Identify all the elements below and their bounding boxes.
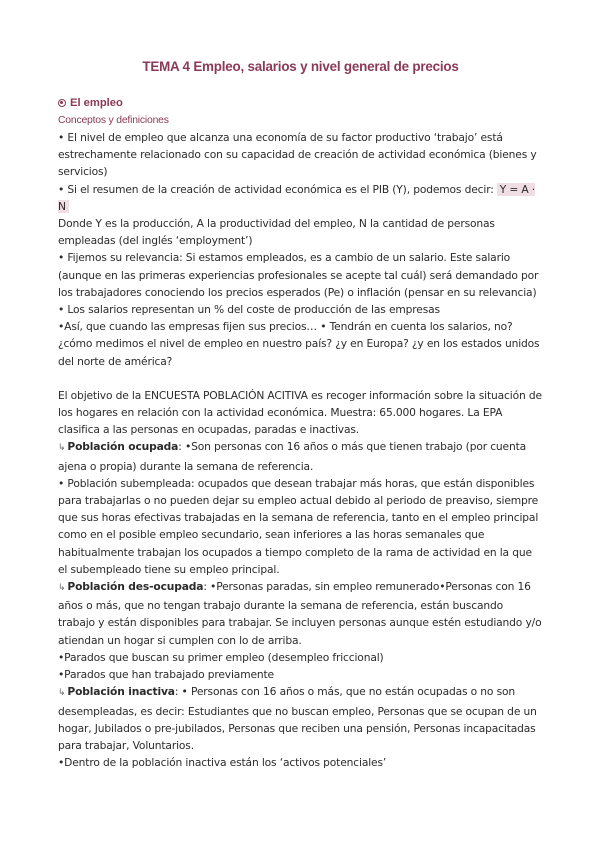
paragraph-12-text: : • Personas con 16 años o más, que no están ocupadas o no son desempleadas, es decir: Estudiantes que no buscan empleo, Personas que se ocupan de un hogar, Jubilados o pre-jubilados, Personas que reciben una pensión, Personas incapacitadas para trabajar, Voluntarios. bbox=[58, 685, 537, 752]
document-title: TEMA 4 Empleo, salarios y nivel general de precios bbox=[142, 59, 459, 74]
document-page bbox=[58, 58, 543, 771]
return-arrow-icon: ↳ bbox=[58, 688, 66, 699]
paragraph-2-text: • Si el resumen de la creación de actividad económica es el PIB (Y), podemos decir: bbox=[58, 182, 494, 196]
return-arrow-icon: ↳ bbox=[58, 583, 66, 594]
paragraph-12 bbox=[58, 683, 543, 754]
paragraph-7 bbox=[58, 438, 543, 474]
term-desocupada: Población des-ocupada bbox=[67, 580, 204, 594]
paragraph-4: • Los salarios representan un % del coste de producción de las empresas bbox=[58, 303, 440, 317]
paragraph-2b: Donde Y es la producción, A la productividad del empleo, N la cantidad de personas empleadas (del inglés ‘employment’) bbox=[58, 217, 495, 248]
paragraph-13: •Dentro de la población inactiva están los ‘activos potenciales’ bbox=[58, 756, 387, 770]
return-arrow-icon: ↳ bbox=[58, 443, 66, 454]
circle-bullet-icon bbox=[58, 99, 66, 107]
blank-line bbox=[58, 370, 543, 387]
paragraph-3: • Fijemos su relevancia: Si estamos empleados, es a cambio de un salario. Este salario (aunque en las primeras experiencias profesionales se acepte tal cuál) será demandado por los trabajadores conociendo los precios esperados (Pe) o inflación (pensar en su relevancia) bbox=[58, 251, 539, 299]
section-heading-text: El empleo bbox=[70, 97, 123, 109]
paragraph-8: • Población subempleada: ocupados que desean trabajar más horas, que están disponibles para trabajarlas o no pueden dejar su empleo actual debido al periodo de preaviso, siempre que sus horas efectivas trabajadas en la semana de referencia, tanto en el empleo principal como en el posible empleo secundario, sean inferiores a las horas semanales que habitualmente trabajan los ocupados a tiempo completo de la rama de actividad en la que el subempleado tiene su empleo principal. bbox=[58, 476, 539, 576]
term-inactiva: Población inactiva bbox=[67, 685, 175, 699]
paragraph-2 bbox=[58, 181, 543, 215]
section-subheading: Conceptos y definiciones bbox=[58, 115, 169, 126]
paragraph-10: •Parados que buscan su primer empleo (desempleo friccional) bbox=[58, 650, 384, 664]
paragraph-11: •Parados que han trabajado previamente bbox=[58, 668, 274, 682]
paragraph-6: El objetivo de la ENCUESTA POBLACIÓN ACITIVA es recoger información sobre la situación de los hogares en relación con la actividad económica. Muestra: 65.000 hogares. La EPA clasifica a las personas en ocupadas, paradas e inactivas. bbox=[58, 388, 542, 437]
term-ocupada: Población ocupada bbox=[67, 440, 179, 454]
paragraph-9-text: : •Personas paradas, sin empleo remunerado•Personas con 16 años o más, que no tengan trabajo durante la semana de referencia, están buscando trabajo y están disponibles para trabajar. Se incluyen personas aunque estén estudiando y/o atiendan un hogar si cumplen con lo de arriba. bbox=[58, 580, 542, 647]
paragraph-1: • El nivel de empleo que alcanza una economía de su factor productivo ‘trabajo’ está estrechamente relacionado con su capacidad de creación de actividad económica (bienes y servicios) bbox=[58, 131, 537, 179]
paragraph-7-text: : •Son personas con 16 años o más que tienen trabajo (por cuenta ajena o propia) durante la semana de referencia. bbox=[58, 440, 527, 473]
paragraph-5: •Así, que cuando las empresas fijen sus precios… • Tendrán en cuenta los salarios, no? ¿cómo medimos el nivel de empleo en nuestro país? ¿y en Europa? ¿y en los estados unidos del norte de américa? bbox=[58, 320, 540, 368]
section-heading bbox=[58, 95, 543, 111]
formula-highlight: Y = A · N bbox=[58, 182, 536, 213]
paragraph-9 bbox=[58, 578, 543, 649]
